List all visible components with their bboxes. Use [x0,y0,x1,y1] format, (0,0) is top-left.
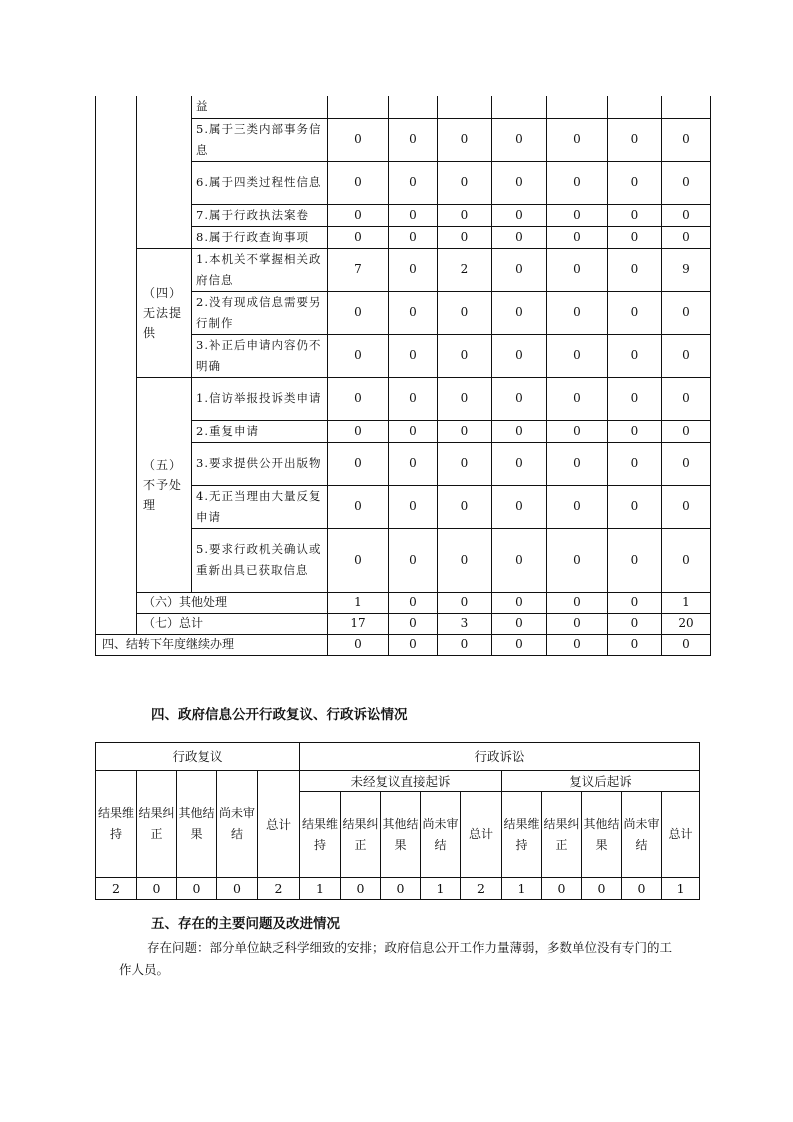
value-cell: 0 [328,528,389,592]
value-cell: 0 [492,118,547,161]
value-cell: 0 [389,248,438,291]
value-cell: 2 [258,878,300,900]
value-cell: 0 [542,878,582,900]
value-cell: 0 [662,442,711,485]
value-cell: 0 [328,118,389,161]
value-cell: 1 [328,592,389,613]
table-row [96,248,711,291]
section-4-heading: 四、政府信息公开行政复议、行政诉讼情况 [151,707,408,723]
value-cell: 0 [608,420,662,442]
value-cell: 0 [389,613,438,634]
value-cell: 0 [492,226,547,248]
issues-paragraph: 存在问题：部分单位缺乏科学细致的安排；政府信息公开工作力量薄弱，多数单位没有专门的工作人员。 [119,940,673,977]
value-cell: 0 [608,118,662,161]
after-col-2: 其他结果 [582,792,622,878]
value-cell: 0 [389,161,438,204]
value-cell: 0 [389,334,438,377]
direct-col-1: 结果纠正 [341,792,381,878]
value-cell: 0 [492,420,547,442]
total-label: （七）总计 [137,613,328,634]
category-cannot-provide: （四）无法提供 [137,248,192,377]
value-cell: 0 [608,248,662,291]
value-cell: 0 [438,377,492,420]
category-not-processed: （五）不予处理 [137,377,192,592]
value-cell: 0 [389,592,438,613]
value-cell: 0 [328,634,389,655]
table-row [96,634,711,655]
value-cell: 0 [438,420,492,442]
table-row [96,613,711,634]
value-cell: 3 [438,613,492,634]
value-cell: 0 [492,528,547,592]
value-cell: 0 [547,377,608,420]
row-label: 3.要求提供公开出版物 [192,442,328,485]
value-cell: 0 [492,592,547,613]
value-cell: 7 [328,248,389,291]
direct-col-2: 其他结果 [381,792,421,878]
value-cell: 0 [492,485,547,528]
value-cell: 0 [328,420,389,442]
value-cell: 0 [438,485,492,528]
value-cell: 0 [608,226,662,248]
value-cell: 0 [217,878,258,900]
value-cell: 1 [300,878,341,900]
value-cell: 0 [328,204,389,226]
review-col-0: 结果维持 [96,771,137,878]
row-label: 6.属于四类过程性信息 [192,161,328,204]
value-cell: 0 [608,442,662,485]
value-cell: 0 [389,442,438,485]
after-review-lawsuit-header: 复议后起诉 [502,771,700,792]
direct-col-3: 尚未审结 [421,792,461,878]
value-cell: 0 [547,528,608,592]
value-cell: 0 [438,592,492,613]
outer-left-column [96,96,137,634]
row-label: 2.重复申请 [192,420,328,442]
value-cell: 0 [608,377,662,420]
after-col-0: 结果维持 [502,792,542,878]
value-cell: 0 [328,442,389,485]
value-cell: 0 [438,634,492,655]
value-cell: 0 [662,377,711,420]
value-cell: 0 [438,204,492,226]
section-5-heading: 五、存在的主要问题及改进情况 [151,916,340,932]
value-cell: 0 [389,420,438,442]
value-cell: 0 [328,161,389,204]
value-cell: 0 [389,634,438,655]
value-cell: 0 [438,118,492,161]
value-cell: 0 [492,161,547,204]
value-cell: 0 [438,528,492,592]
value-cell: 0 [389,377,438,420]
value-cell: 0 [547,334,608,377]
value-cell: 0 [492,204,547,226]
value-cell: 0 [662,634,711,655]
value-cell: 0 [608,613,662,634]
empty-cell [608,96,662,118]
review-col-3: 尚未审结 [217,771,258,878]
value-cell: 1 [662,878,700,900]
value-cell: 0 [547,204,608,226]
value-cell: 0 [582,878,622,900]
value-cell: 0 [177,878,217,900]
value-cell: 20 [662,613,711,634]
value-cell: 0 [547,291,608,334]
value-cell: 0 [547,118,608,161]
value-cell: 9 [662,248,711,291]
value-cell: 0 [547,226,608,248]
value-cell: 1 [502,878,542,900]
value-cell: 0 [492,377,547,420]
value-cell: 0 [608,334,662,377]
row-label: 8.属于行政查询事项 [192,226,328,248]
value-cell: 0 [438,334,492,377]
value-cell: 0 [492,442,547,485]
value-cell: 0 [662,528,711,592]
value-cell: 0 [662,226,711,248]
value-cell: 0 [328,485,389,528]
other-handling-label: （六）其他处理 [137,592,328,613]
value-cell: 0 [608,592,662,613]
value-cell: 0 [137,878,177,900]
value-cell: 0 [492,634,547,655]
row-label: 2.没有现成信息需要另行制作 [192,291,328,334]
row-label: 1.信访举报投诉类申请 [192,377,328,420]
value-cell: 0 [389,226,438,248]
value-cell: 1 [421,878,461,900]
value-cell: 0 [492,248,547,291]
table-row [96,96,711,118]
direct-col-4: 总计 [461,792,502,878]
value-cell: 0 [608,528,662,592]
value-cell: 0 [547,634,608,655]
review-litigation-table [95,742,700,900]
value-cell: 0 [662,334,711,377]
value-cell: 1 [662,592,711,613]
empty-cell [438,96,492,118]
value-cell: 0 [662,161,711,204]
value-cell: 0 [389,291,438,334]
value-cell: 0 [662,118,711,161]
value-cell: 0 [389,204,438,226]
after-col-3: 尚未审结 [622,792,662,878]
value-cell: 0 [608,291,662,334]
value-cell: 0 [438,161,492,204]
admin-litigation-header: 行政诉讼 [300,743,700,771]
value-cell: 0 [492,613,547,634]
value-cell: 2 [96,878,137,900]
value-cell: 0 [608,204,662,226]
row-label: 7.属于行政执法案卷 [192,204,328,226]
value-cell: 0 [662,485,711,528]
value-cell: 0 [492,291,547,334]
after-col-4: 总计 [662,792,700,878]
review-col-2: 其他结果 [177,771,217,878]
value-cell: 0 [547,485,608,528]
value-cell: 2 [461,878,502,900]
table-row [96,878,700,900]
row-label: 3.补正后申请内容仍不明确 [192,334,328,377]
value-cell: 0 [608,634,662,655]
admin-review-header: 行政复议 [96,743,300,771]
value-cell: 0 [381,878,421,900]
empty-cell [389,96,438,118]
after-col-1: 结果纠正 [542,792,582,878]
value-cell: 0 [608,161,662,204]
row-label: 益 [192,96,328,118]
review-col-1: 结果纠正 [137,771,177,878]
row-label: 4.无正当理由大量反复申请 [192,485,328,528]
value-cell: 0 [389,118,438,161]
empty-cell [492,96,547,118]
value-cell: 0 [547,592,608,613]
value-cell: 0 [492,334,547,377]
table-row [96,592,711,613]
review-col-4: 总计 [258,771,300,878]
empty-cell [328,96,389,118]
value-cell: 2 [438,248,492,291]
value-cell: 0 [547,248,608,291]
direct-lawsuit-header: 未经复议直接起诉 [300,771,502,792]
row-label: 1.本机关不掌握相关政府信息 [192,248,328,291]
application-handling-table [95,96,711,656]
value-cell: 0 [438,442,492,485]
value-cell: 0 [438,291,492,334]
value-cell: 0 [608,485,662,528]
value-cell: 0 [662,204,711,226]
value-cell: 17 [328,613,389,634]
value-cell: 0 [547,420,608,442]
direct-col-0: 结果维持 [300,792,341,878]
value-cell: 0 [341,878,381,900]
value-cell: 0 [389,528,438,592]
carry-over-label: 四、结转下年度继续办理 [96,634,328,655]
value-cell: 0 [622,878,662,900]
value-cell: 0 [328,291,389,334]
value-cell: 0 [328,377,389,420]
value-cell: 0 [547,442,608,485]
category-continued [137,96,192,248]
value-cell: 0 [662,291,711,334]
empty-cell [547,96,608,118]
value-cell: 0 [662,420,711,442]
value-cell: 0 [328,334,389,377]
value-cell: 0 [328,226,389,248]
row-label: 5.要求行政机关确认或重新出具已获取信息 [192,528,328,592]
value-cell: 0 [547,613,608,634]
empty-cell [662,96,711,118]
table-row [96,377,711,420]
value-cell: 0 [547,161,608,204]
value-cell: 0 [438,226,492,248]
row-label: 5.属于三类内部事务信息 [192,118,328,161]
value-cell: 0 [389,485,438,528]
